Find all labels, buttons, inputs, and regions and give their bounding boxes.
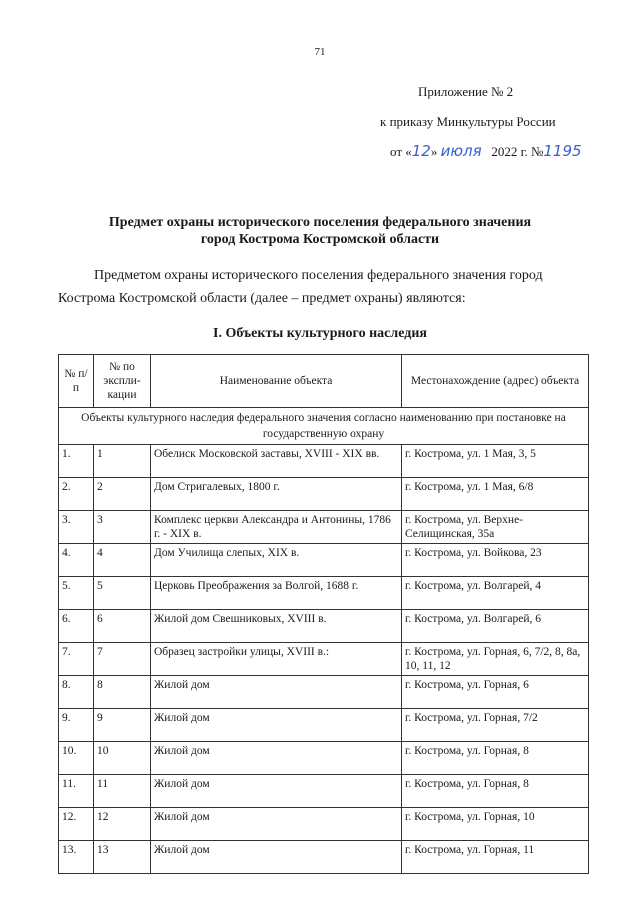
handwritten-month: июля bbox=[440, 142, 482, 160]
cell-name: Образец застройки улицы, XVIII в.: bbox=[151, 643, 402, 676]
cell-number: 12. bbox=[59, 808, 94, 841]
table-row bbox=[59, 577, 589, 610]
table-row bbox=[59, 841, 589, 874]
table-row bbox=[59, 709, 589, 742]
cell-number: 7. bbox=[59, 643, 94, 676]
cell-explication: 1 bbox=[94, 445, 151, 478]
header-explication: № по экспли-кации bbox=[94, 355, 151, 408]
table-row bbox=[59, 511, 589, 544]
cell-number: 9. bbox=[59, 709, 94, 742]
cell-number: 11. bbox=[59, 775, 94, 808]
group-row bbox=[59, 408, 589, 445]
cell-name: Дом Стригалевых, 1800 г. bbox=[151, 478, 402, 511]
cell-explication: 7 bbox=[94, 643, 151, 676]
table-row bbox=[59, 478, 589, 511]
group-title: Объекты культурного наследия федерального значения согласно наименованию при постановке на государственную охрану bbox=[59, 408, 589, 445]
cell-number: 13. bbox=[59, 841, 94, 874]
cell-explication: 4 bbox=[94, 544, 151, 577]
cell-address: г. Кострома, ул. Горная, 11 bbox=[402, 841, 589, 874]
cell-address: г. Кострома, ул. Верхне-Селищинская, 35а bbox=[402, 511, 589, 544]
cell-name: Обелиск Московской заставы, XVIII - XIX вв. bbox=[151, 445, 402, 478]
cell-number: 8. bbox=[59, 676, 94, 709]
header-name: Наименование объекта bbox=[151, 355, 402, 408]
handwritten-order-number: 1195 bbox=[543, 142, 582, 160]
heritage-table bbox=[58, 354, 589, 874]
cell-number: 3. bbox=[59, 511, 94, 544]
table-row bbox=[59, 742, 589, 775]
appendix-date-line bbox=[390, 142, 640, 160]
cell-address: г. Кострома, ул. Волгарей, 4 bbox=[402, 577, 589, 610]
table-row bbox=[59, 775, 589, 808]
cell-explication: 11 bbox=[94, 775, 151, 808]
cell-address: г. Кострома, ул. 1 Мая, 6/8 bbox=[402, 478, 589, 511]
cell-name: Комплекс церкви Александра и Антонины, 1786 г. - XIX в. bbox=[151, 511, 402, 544]
table-row bbox=[59, 445, 589, 478]
cell-name: Жилой дом bbox=[151, 841, 402, 874]
date-prefix: от « bbox=[390, 144, 412, 159]
cell-address: г. Кострома, ул. Горная, 10 bbox=[402, 808, 589, 841]
title-line-2: город Кострома Костромской области bbox=[200, 232, 440, 247]
cell-explication: 8 bbox=[94, 676, 151, 709]
document-title bbox=[0, 214, 640, 248]
cell-explication: 6 bbox=[94, 610, 151, 643]
table-header-row bbox=[59, 355, 589, 408]
cell-number: 2. bbox=[59, 478, 94, 511]
cell-name: Жилой дом Свешниковых, XVIII в. bbox=[151, 610, 402, 643]
cell-address: г. Кострома, ул. Войкова, 23 bbox=[402, 544, 589, 577]
cell-number: 10. bbox=[59, 742, 94, 775]
cell-number: 5. bbox=[59, 577, 94, 610]
table-row bbox=[59, 676, 589, 709]
cell-address: г. Кострома, ул. Горная, 8 bbox=[402, 742, 589, 775]
cell-explication: 5 bbox=[94, 577, 151, 610]
cell-explication: 2 bbox=[94, 478, 151, 511]
table-row bbox=[59, 610, 589, 643]
cell-explication: 9 bbox=[94, 709, 151, 742]
header-number: № п/п bbox=[59, 355, 94, 408]
cell-number: 4. bbox=[59, 544, 94, 577]
cell-address: г. Кострома, ул. Горная, 8 bbox=[402, 775, 589, 808]
cell-name: Жилой дом bbox=[151, 808, 402, 841]
cell-address: г. Кострома, ул. Горная, 7/2 bbox=[402, 709, 589, 742]
appendix-order-ref: к приказу Минкультуры России bbox=[380, 114, 556, 129]
cell-name: Церковь Преображения за Волгой, 1688 г. bbox=[151, 577, 402, 610]
header-address: Местонахождение (адрес) объекта bbox=[402, 355, 589, 408]
cell-name: Дом Училища слепых, XIX в. bbox=[151, 544, 402, 577]
intro-paragraph: Предметом охраны исторического поселения федерального значения город Кострома Костромской области (далее – предмет охраны) являются: bbox=[58, 268, 543, 306]
title-line-1: Предмет охраны исторического поселения федерального значения bbox=[108, 215, 532, 230]
cell-name: Жилой дом bbox=[151, 775, 402, 808]
cell-name: Жилой дом bbox=[151, 676, 402, 709]
section-title: I. Объекты культурного наследия bbox=[213, 326, 427, 341]
date-close: » bbox=[430, 144, 438, 159]
date-year: 2022 г. № bbox=[491, 144, 544, 159]
cell-explication: 10 bbox=[94, 742, 151, 775]
cell-address: г. Кострома, ул. 1 Мая, 3, 5 bbox=[402, 445, 589, 478]
table-row bbox=[59, 808, 589, 841]
cell-address: г. Кострома, ул. Горная, 6, 7/2, 8, 8а, 10, 11, 12 bbox=[402, 643, 589, 676]
cell-number: 1. bbox=[59, 445, 94, 478]
cell-explication: 12 bbox=[94, 808, 151, 841]
cell-number: 6. bbox=[59, 610, 94, 643]
handwritten-day: 12 bbox=[411, 142, 431, 160]
table-row bbox=[59, 643, 589, 676]
table-row bbox=[59, 544, 589, 577]
appendix-label: Приложение № 2 bbox=[418, 84, 514, 99]
cell-name: Жилой дом bbox=[151, 742, 402, 775]
cell-address: г. Кострома, ул. Горная, 6 bbox=[402, 676, 589, 709]
cell-name: Жилой дом bbox=[151, 709, 402, 742]
page-number: 71 bbox=[314, 46, 326, 58]
cell-address: г. Кострома, ул. Волгарей, 6 bbox=[402, 610, 589, 643]
cell-explication: 13 bbox=[94, 841, 151, 874]
cell-explication: 3 bbox=[94, 511, 151, 544]
